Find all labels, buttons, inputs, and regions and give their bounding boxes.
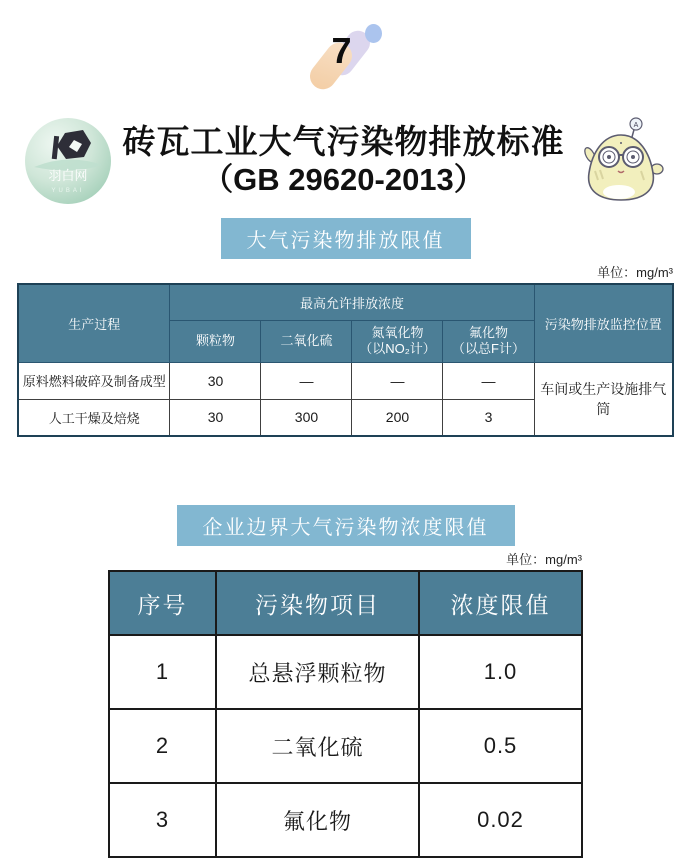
t1-row1-nox: — (352, 362, 443, 399)
title-line-1: 砖瓦工业大气污染物排放标准 (122, 123, 565, 161)
t1-subheader-nox (352, 320, 443, 362)
page-number-decoration (304, 24, 388, 88)
t1-row1-process: 原料燃料破碎及制备成型 (18, 362, 170, 399)
table-row (109, 783, 582, 857)
t1-row2-particulate: 30 (170, 399, 261, 436)
document-title (112, 123, 575, 199)
t1-subheader-name: 氮氧化物 (371, 324, 424, 340)
t2-row1-item: 总悬浮颗粒物 (216, 635, 419, 709)
table-row (109, 635, 582, 709)
t1-header-monitor: 污染物排放监控位置 (534, 284, 673, 362)
t2-row2-no: 2 (109, 709, 216, 783)
t2-row1-limit: 1.0 (419, 635, 582, 709)
t1-row1-fluoride: — (443, 362, 534, 399)
section2-unit-label: 单位：mg/m³ (506, 552, 582, 567)
t1-header-process: 生产过程 (18, 284, 170, 362)
header (0, 114, 691, 208)
t2-row1-no: 1 (109, 635, 216, 709)
t1-monitor-position: 车间或生产设施排气筒 (534, 362, 673, 436)
t2-header-item: 污染物项目 (216, 571, 419, 635)
t1-subheader-fluoride (443, 320, 534, 362)
t1-subheader-particulate (170, 320, 261, 362)
t2-row2-item: 二氧化硫 (216, 709, 419, 783)
mascot-character-icon (575, 115, 667, 207)
svg-text:羽白网: 羽白网 (48, 168, 88, 183)
section1-banner: 大气污染物排放限值 (221, 218, 471, 259)
t1-row2-fluoride: 3 (443, 399, 534, 436)
svg-text:YUBAI: YUBAI (51, 188, 85, 194)
section1-unit-label: 单位：mg/m³ (597, 265, 673, 280)
t1-header-group: 最高允许排放浓度 (170, 284, 534, 320)
section2-banner: 企业边界大气污染物浓度限值 (177, 505, 515, 546)
page (0, 24, 691, 860)
t1-row2-nox: 200 (352, 399, 443, 436)
t2-row3-limit: 0.02 (419, 783, 582, 857)
t1-row2-process: 人工干燥及焙烧 (18, 399, 170, 436)
table-row (109, 709, 582, 783)
title-line-2: （GB 29620-2013） (202, 162, 485, 198)
emission-limits-table (17, 283, 674, 437)
t1-row1-so2: — (261, 362, 352, 399)
t1-subheader-so2 (261, 320, 352, 362)
t1-subheader-note: （以NO₂计） (359, 341, 436, 356)
blue-dot-shape (365, 24, 382, 43)
t2-row2-limit: 0.5 (419, 709, 582, 783)
t1-subheader-name: 氟化物 (468, 324, 508, 340)
yubai-logo-icon (24, 117, 112, 205)
t1-subheader-name: 颗粒物 (195, 332, 235, 348)
t1-subheader-name: 二氧化硫 (280, 332, 333, 348)
t2-row3-no: 3 (109, 783, 216, 857)
svg-text:A: A (633, 122, 639, 129)
t2-header-limit: 浓度限值 (419, 571, 582, 635)
page-number: 7 (331, 30, 352, 71)
t2-header-no: 序号 (109, 571, 216, 635)
boundary-concentration-table (108, 570, 583, 858)
t1-subheader-note: （以总F计） (452, 341, 525, 356)
t2-row3-item: 氟化物 (216, 783, 419, 857)
t1-row2-so2: 300 (261, 399, 352, 436)
table-row (18, 362, 673, 399)
t1-row1-particulate: 30 (170, 362, 261, 399)
